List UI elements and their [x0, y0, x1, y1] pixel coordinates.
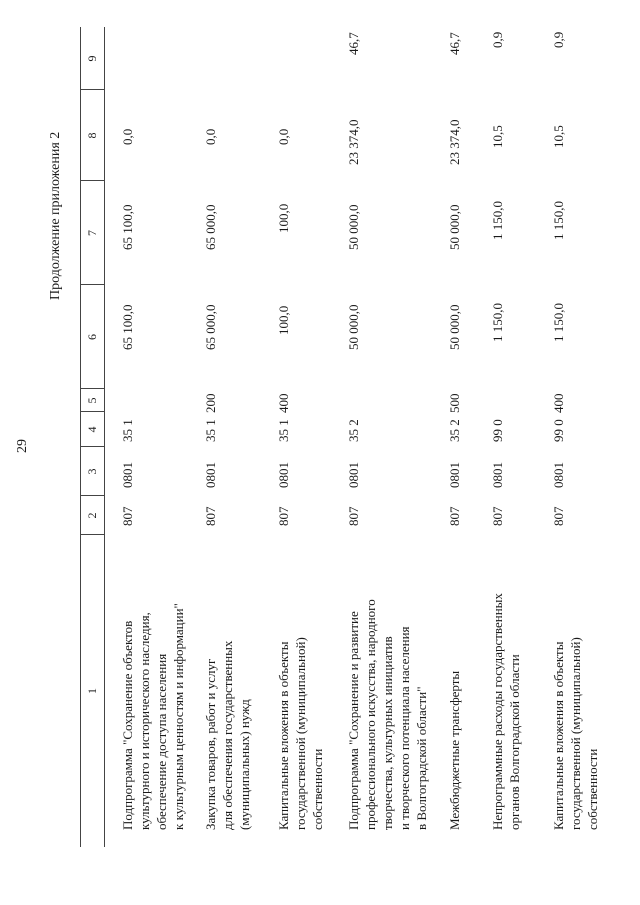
row-code: 807 — [120, 506, 135, 526]
row-approved: 1 150,0 — [551, 201, 566, 240]
row-percent: 0,9 — [551, 31, 566, 48]
row-target: 35 1 — [120, 419, 135, 442]
row-plan: 1 150,0 — [551, 303, 566, 342]
row-target: 35 2 — [447, 419, 462, 442]
row-section: 0801 — [120, 462, 135, 488]
row-name: Непрограммные расходы государственных органов Волгоградской области — [490, 593, 522, 830]
row-name: Капитальные вложения в объекты государственной (муниципальной) собственности — [276, 637, 325, 830]
row-plan: 65 100,0 — [120, 304, 135, 350]
row-code: 807 — [490, 506, 505, 526]
row-section: 0801 — [551, 462, 566, 488]
row-plan: 50 000,0 — [447, 304, 462, 350]
column-header-8: 8 — [85, 132, 99, 139]
row-name: Межбюджетные трансферты — [447, 670, 462, 830]
column-header-7: 7 — [85, 230, 99, 236]
page-number: 29 — [15, 439, 30, 453]
row-approved: 100,0 — [276, 203, 291, 233]
row-type: 400 — [276, 393, 291, 413]
row-code: 807 — [203, 506, 218, 526]
row-type: 400 — [551, 393, 566, 413]
column-header-3: 3 — [85, 468, 99, 475]
row-section: 0801 — [490, 462, 505, 488]
row-section: 0801 — [346, 462, 361, 488]
column-header-5: 5 — [85, 397, 99, 404]
row-executed: 0,0 — [276, 128, 291, 145]
column-header-6: 6 — [85, 334, 99, 340]
row-name: Подпрограмма "Сохранение объектов культурного и исторического наследия, обеспечение доступа населения к культурным ценностям и информации" — [120, 603, 186, 830]
row-percent: 0,9 — [490, 31, 505, 48]
row-section: 0801 — [203, 462, 218, 488]
column-header-9: 9 — [85, 55, 99, 62]
row-code: 807 — [447, 506, 462, 526]
row-approved: 50 000,0 — [447, 204, 462, 250]
row-percent: 46,7 — [447, 32, 462, 55]
row-code: 807 — [551, 506, 566, 526]
row-target: 35 2 — [346, 419, 361, 442]
continuation-title: Продолжение приложения 2 — [48, 131, 63, 300]
row-approved: 65 100,0 — [120, 204, 135, 250]
row-plan: 65 000,0 — [203, 304, 218, 350]
row-target: 35 1 — [203, 419, 218, 442]
row-section: 0801 — [447, 462, 462, 488]
row-type: 500 — [447, 393, 462, 413]
column-header-2: 2 — [85, 512, 99, 519]
row-name: Закупка товаров, работ и услуг для обеспечения государственных (муниципальных) нужд — [203, 640, 252, 830]
row-code: 807 — [276, 506, 291, 526]
row-plan: 1 150,0 — [490, 303, 505, 342]
row-plan: 100,0 — [276, 305, 291, 335]
row-executed: 23 374,0 — [346, 119, 361, 165]
row-executed: 0,0 — [120, 128, 135, 145]
row-target: 99 0 — [551, 419, 566, 442]
row-approved: 1 150,0 — [490, 201, 505, 240]
row-executed: 0,0 — [203, 128, 218, 145]
row-name: Капитальные вложения в объекты государственной (муниципальной) собственности — [551, 637, 600, 830]
row-target: 35 1 — [276, 419, 291, 442]
column-header-1: 1 — [85, 688, 99, 694]
row-code: 807 — [346, 506, 361, 526]
row-type: 200 — [203, 393, 218, 413]
row-percent: 46,7 — [346, 32, 361, 55]
row-approved: 65 000,0 — [203, 204, 218, 250]
table-header-rule — [104, 27, 105, 847]
row-executed: 10,5 — [490, 125, 505, 148]
column-header-4: 4 — [85, 426, 99, 433]
row-executed: 23 374,0 — [447, 119, 462, 165]
row-target: 99 0 — [490, 419, 505, 442]
row-section: 0801 — [276, 462, 291, 488]
row-plan: 50 000,0 — [346, 304, 361, 350]
row-name: Подпрограмма "Сохранение и развитие профессионального искусства, народного творчества, культурных инициатив и творческого потенциала населения в Волгоградской области" — [346, 599, 429, 830]
row-executed: 10,5 — [551, 125, 566, 148]
row-approved: 50 000,0 — [346, 204, 361, 250]
